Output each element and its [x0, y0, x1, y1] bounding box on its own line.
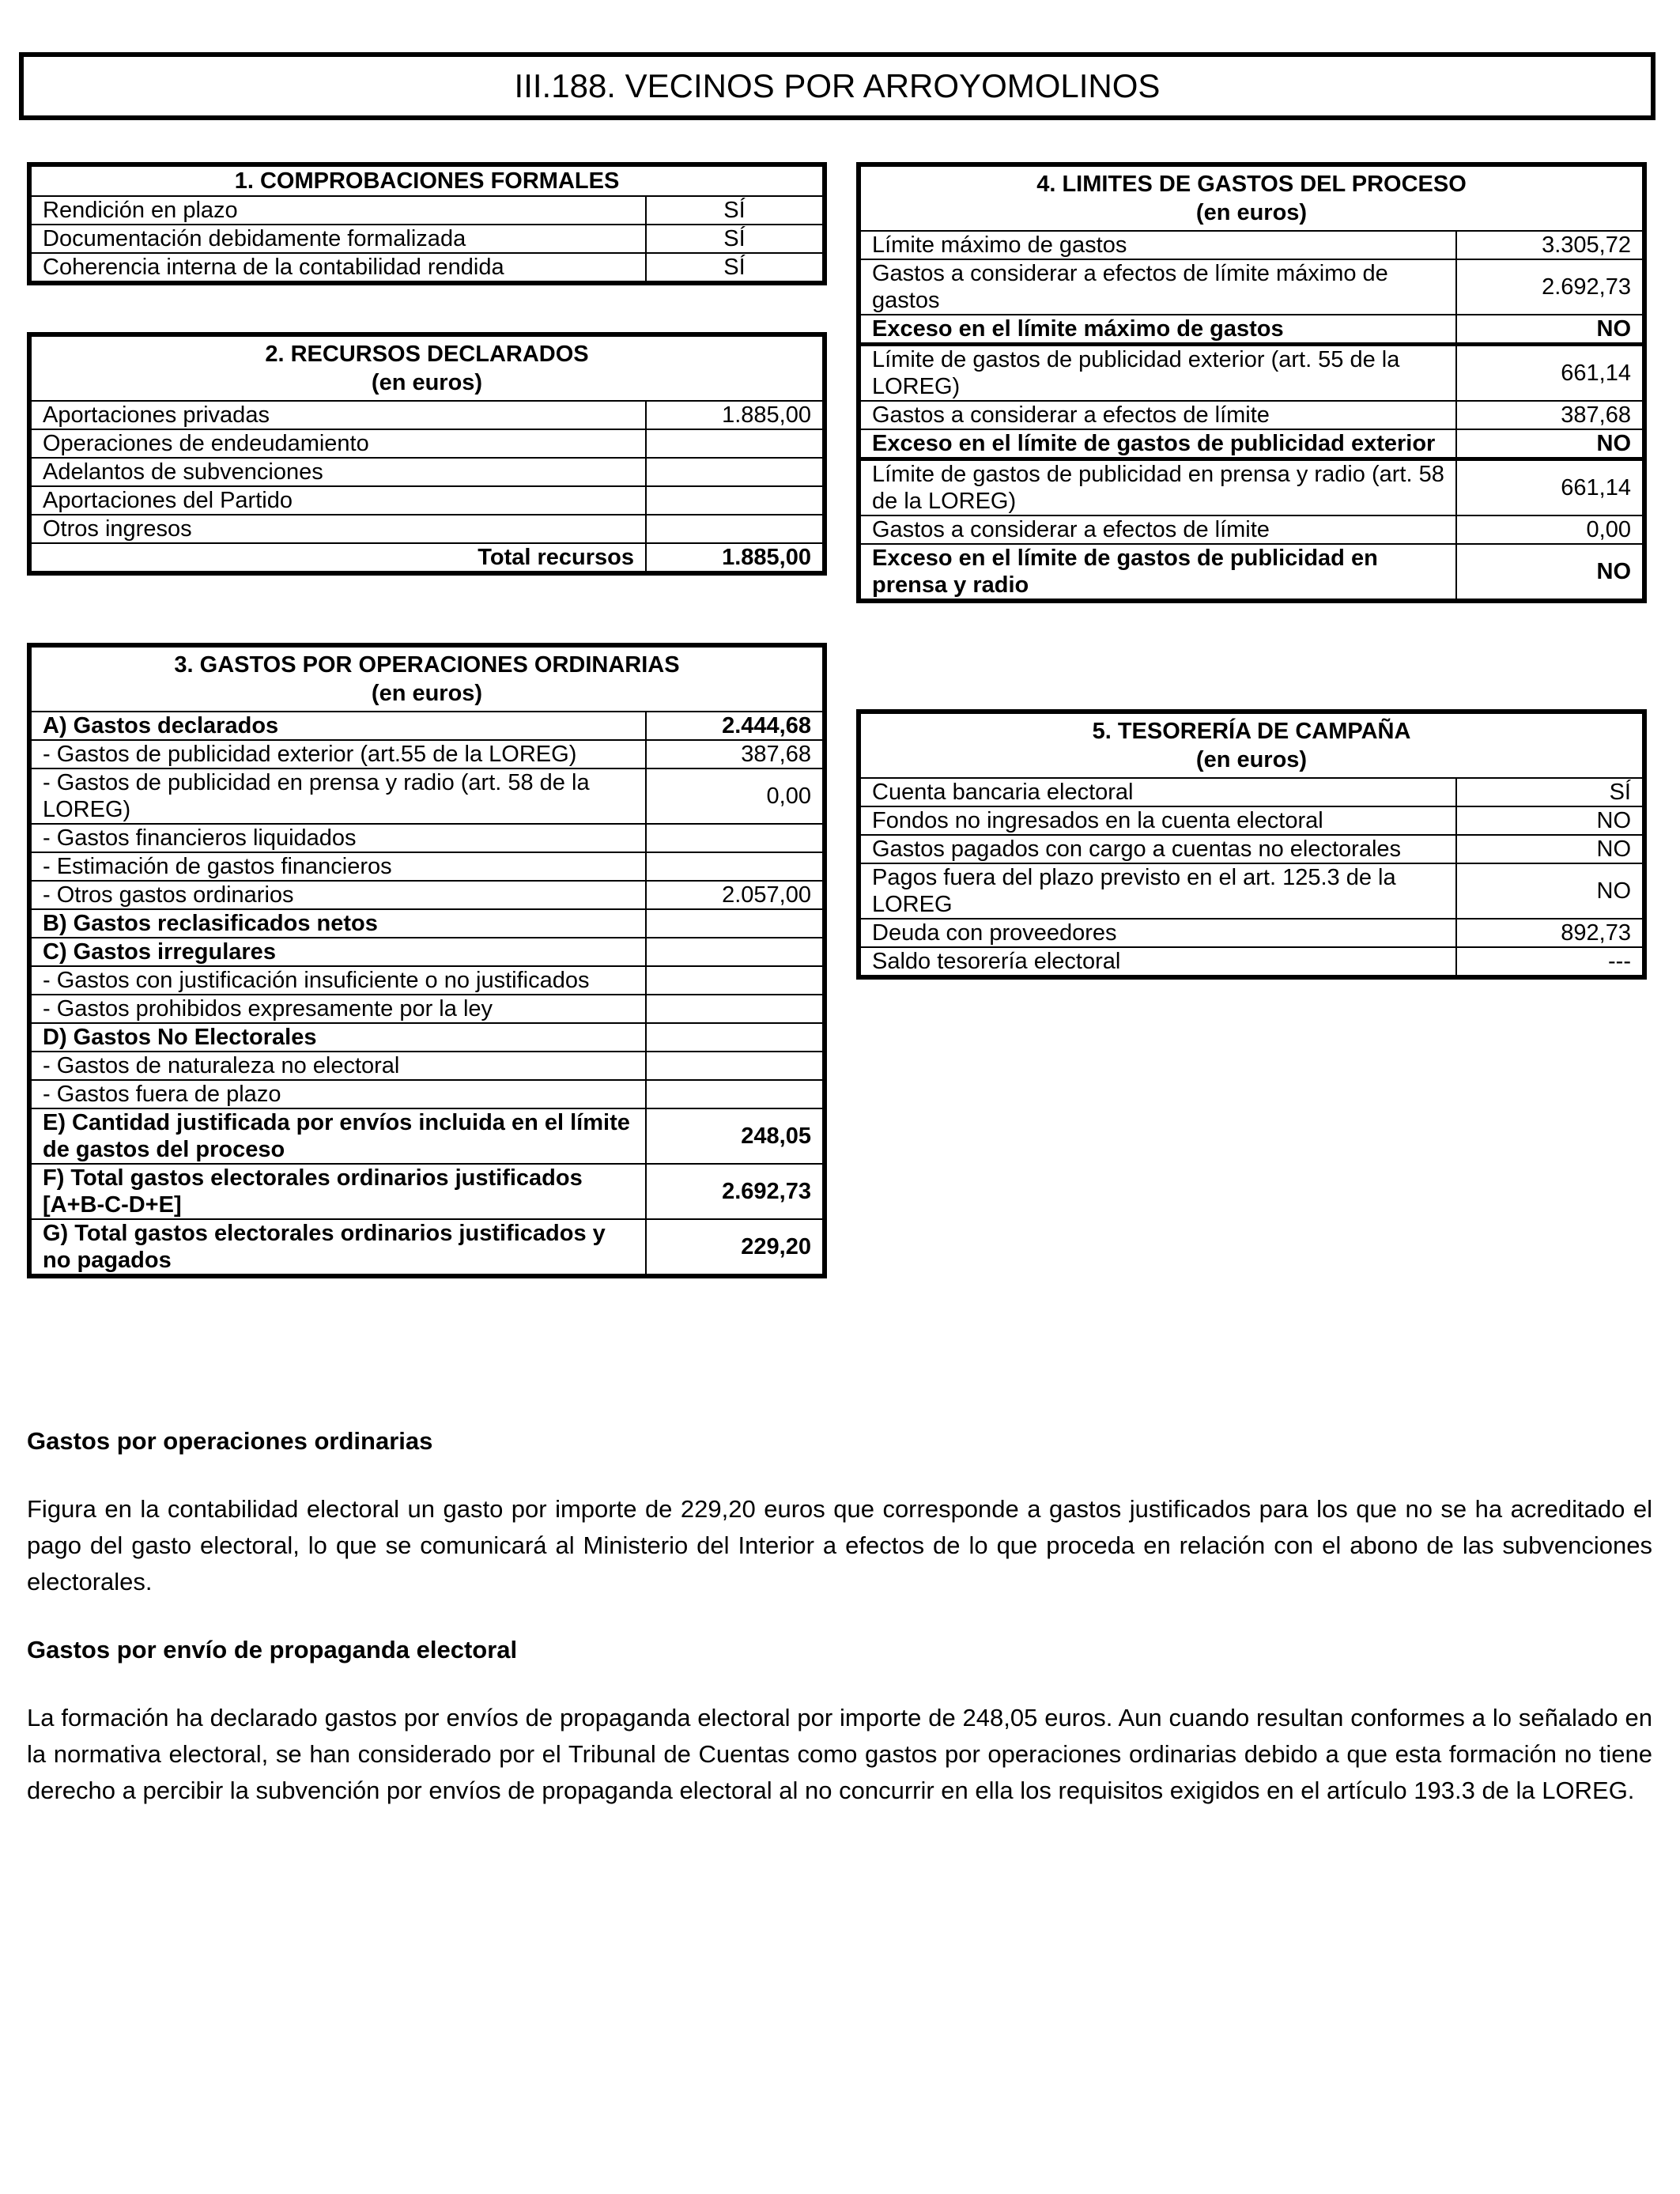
table-row: Aportaciones del Partido: [29, 486, 825, 515]
table-row: Cuenta bancaria electoral SÍ: [859, 778, 1644, 806]
table-row: Exceso en el límite de gastos de publicidad exterior NO: [859, 429, 1644, 459]
table-row: C) Gastos irregulares: [29, 938, 825, 966]
table-row: Saldo tesorería electoral ---: [859, 947, 1644, 977]
table-row: - Gastos financieros liquidados: [29, 824, 825, 852]
table-row: G) Total gastos electorales ordinarios justificados y no pagados 229,20: [29, 1219, 825, 1276]
section-title: 5. TESORERÍA DE CAMPAÑA (en euros): [859, 712, 1644, 778]
table-row: Pagos fuera del plazo previsto en el art. 125.3 de la LOREG NO: [859, 863, 1644, 919]
page-title: III.188. VECINOS POR ARROYOMOLINOS: [19, 52, 1655, 120]
table-row: Coherencia interna de la contabilidad rendida SÍ: [29, 253, 825, 283]
body-text: [27, 1423, 1652, 1809]
heading-gastos-envio: Gastos por envío de propaganda electoral: [27, 1636, 518, 1663]
table-limites-gastos: [856, 162, 1647, 603]
total-row: Total recursos 1.885,00: [29, 543, 825, 573]
paragraph-gastos-ordinarios: Figura en la contabilidad electoral un gasto por importe de 229,20 euros que corresponde a gastos justificados para los que no se ha acreditado el pago del gasto electoral, lo que se comunicará al Ministerio del Interior a efectos de lo que proceda en relación con el abono de las subvenciones electorales.: [27, 1495, 1652, 1595]
table-row: Límite de gastos de publicidad en prensa y radio (art. 58 de la LOREG) 661,14: [859, 459, 1644, 516]
table-gastos-ordinarios: [27, 643, 827, 1278]
section-title: 1. COMPROBACIONES FORMALES: [29, 164, 825, 196]
table-tesoreria-campana: [856, 709, 1647, 980]
paragraph-gastos-envio: La formación ha declarado gastos por envíos de propaganda electoral por importe de 248,05 euros. Aun cuando resultan conformes a lo señalado en la normativa electoral, se han considerado por el Tribunal de Cuentas como gastos por operaciones ordinarias debido a que esta formación no tiene derecho a percibir la subvención por envíos de propaganda electoral al no concurrir en ella los requisitos exigidos en el artículo 193.3 de la LOREG.: [27, 1704, 1652, 1804]
table-row: E) Cantidad justificada por envíos incluida en el límite de gastos del proceso 248,05: [29, 1108, 825, 1164]
table-row: Otros ingresos: [29, 515, 825, 543]
table-row: Exceso en el límite de gastos de publicidad en prensa y radio NO: [859, 544, 1644, 601]
table-row: - Gastos de publicidad exterior (art.55 de la LOREG) 387,68: [29, 740, 825, 768]
table-row: F) Total gastos electorales ordinarios justificados [A+B-C-D+E] 2.692,73: [29, 1164, 825, 1219]
table-row: Gastos a considerar a efectos de límite máximo de gastos 2.692,73: [859, 259, 1644, 315]
table-row: D) Gastos No Electorales: [29, 1023, 825, 1052]
table-row: Aportaciones privadas 1.885,00: [29, 401, 825, 429]
section-title: 3. GASTOS POR OPERACIONES ORDINARIAS (en euros): [29, 645, 825, 712]
table-row: - Estimación de gastos financieros: [29, 852, 825, 881]
table-row: Gastos pagados con cargo a cuentas no electorales NO: [859, 835, 1644, 863]
table-comprobaciones-formales: [27, 162, 827, 285]
table-row: - Gastos de naturaleza no electoral: [29, 1052, 825, 1080]
table-row: - Gastos de publicidad en prensa y radio (art. 58 de la LOREG) 0,00: [29, 768, 825, 824]
table-row: Límite de gastos de publicidad exterior (art. 55 de la LOREG) 661,14: [859, 345, 1644, 402]
table-row: Gastos a considerar a efectos de límite 387,68: [859, 401, 1644, 429]
table-row: Deuda con proveedores 892,73: [859, 919, 1644, 947]
table-row: A) Gastos declarados 2.444,68: [29, 712, 825, 740]
section-title: 4. LIMITES DE GASTOS DEL PROCESO (en euros): [859, 164, 1644, 231]
table-row: - Otros gastos ordinarios 2.057,00: [29, 881, 825, 909]
table-row: Fondos no ingresados en la cuenta electoral NO: [859, 806, 1644, 835]
table-row: Adelantos de subvenciones: [29, 458, 825, 486]
section-title: 2. RECURSOS DECLARADOS (en euros): [29, 334, 825, 401]
heading-gastos-ordinarios: Gastos por operaciones ordinarias: [27, 1427, 433, 1455]
table-row: B) Gastos reclasificados netos: [29, 909, 825, 938]
table-recursos-declarados: [27, 332, 827, 576]
table-row: Rendición en plazo SÍ: [29, 196, 825, 225]
table-row: - Gastos prohibidos expresamente por la ley: [29, 995, 825, 1023]
table-row: Exceso en el límite máximo de gastos NO: [859, 315, 1644, 345]
table-row: Gastos a considerar a efectos de límite 0,00: [859, 515, 1644, 544]
table-row: Límite máximo de gastos 3.305,72: [859, 231, 1644, 259]
table-row: Operaciones de endeudamiento: [29, 429, 825, 458]
table-row: - Gastos fuera de plazo: [29, 1080, 825, 1108]
table-row: - Gastos con justificación insuficiente o no justificados: [29, 966, 825, 995]
table-row: Documentación debidamente formalizada SÍ: [29, 225, 825, 253]
